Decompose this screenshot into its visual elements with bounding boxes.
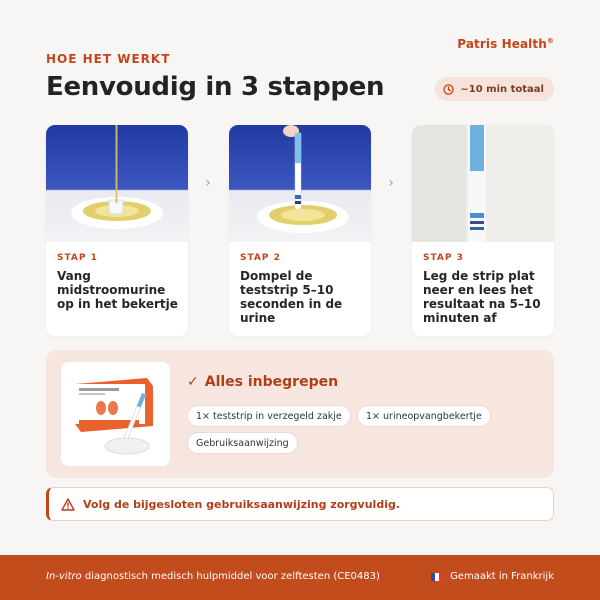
- step-card-3: [412, 125, 554, 336]
- section-kicker: HOE HET WERKT: [46, 52, 171, 66]
- origin-text: Gemaakt in Frankrijk: [450, 571, 554, 582]
- registered-mark: ®: [546, 37, 554, 45]
- step-text: Dompel de teststrip 5–10 seconden in de urine: [240, 269, 343, 325]
- step-label: STAP 3: [423, 253, 464, 263]
- warning-banner: [46, 487, 554, 521]
- footer-text: diagnostisch medisch hulpmiddel voor zelftesten (CE0483): [81, 571, 380, 582]
- step-card-1: [46, 125, 188, 336]
- warning-text: Volg de bijgesloten gebruiksaanwijzing zorgvuldig.: [83, 497, 401, 511]
- included-panel: [46, 350, 554, 478]
- footer-italic: In-vitro: [46, 571, 82, 582]
- chevron-right-icon: ›: [205, 175, 211, 191]
- clock-icon: [443, 84, 454, 95]
- duration-badge: [435, 77, 554, 101]
- included-title: [187, 374, 338, 390]
- included-item-manual: Gebruiksaanwijzing: [187, 432, 298, 454]
- included-item-teststrip: 1× teststrip in verzegeld zakje: [187, 405, 351, 427]
- brand-logo: [457, 37, 554, 51]
- page-title: Eenvoudig in 3 stappen: [46, 72, 385, 102]
- strip-result-photo: [412, 125, 554, 242]
- included-title-text: Alles inbegrepen: [204, 374, 339, 390]
- steps-row: [46, 125, 554, 336]
- strip-dip-photo: [229, 125, 371, 242]
- step-text: Vang midstroomurine op in het bekertje: [57, 269, 178, 311]
- step-text: Leg de strip plat neer en lees het resultaat na 5–10 minuten af: [423, 269, 541, 325]
- urine-cup-photo: [46, 125, 188, 242]
- step-label: STAP 1: [57, 253, 98, 263]
- footer-disclaimer: [46, 571, 380, 582]
- step-card-2: [229, 125, 371, 336]
- product-box-image: [61, 362, 170, 466]
- france-flag-icon: [431, 573, 443, 581]
- checkmark-icon: ✓: [187, 374, 199, 390]
- brand-name: Patris Health: [457, 37, 547, 51]
- footer-origin: [431, 571, 554, 582]
- footer-bar: [0, 555, 600, 600]
- step-label: STAP 2: [240, 253, 281, 263]
- duration-label: ~10 min totaal: [460, 83, 544, 95]
- chevron-right-icon: ›: [388, 175, 394, 191]
- warning-triangle-icon: [61, 498, 75, 511]
- included-item-cup: 1× urineopvangbekertje: [357, 405, 491, 427]
